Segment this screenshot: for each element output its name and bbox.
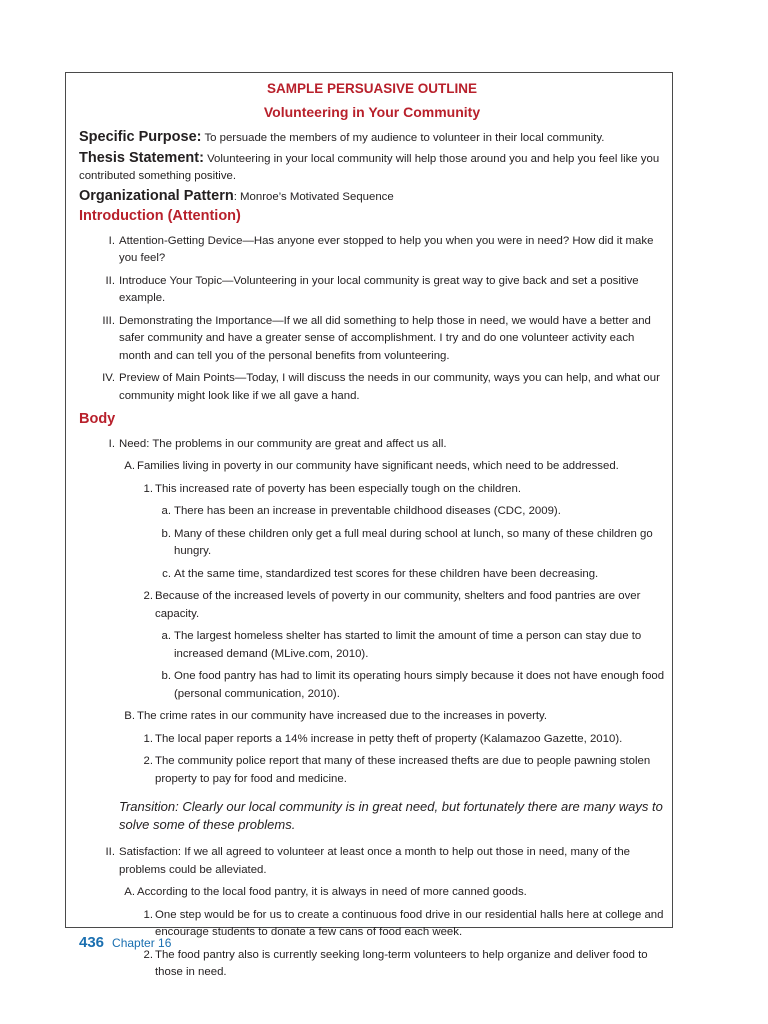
need-a2-item <box>79 588 665 623</box>
need-a1-subitem <box>79 526 665 561</box>
item-text: Demonstrating the Importance—If we all did something to help those in need, we would have a better and safer community and have a greater sense of accomplishment. I try and do one volunteer activity each month and can tell you of the personal benefits from volunteering. <box>119 314 651 362</box>
item-text: According to the local food pantry, it is always in need of more canned goods. <box>137 886 527 898</box>
item-text: The largest homeless shelter has started to limit the amount of time a person can stay due to increased demand (MLive.com, 2010). <box>174 630 642 660</box>
item-marker: b. <box>161 527 171 540</box>
item-text: The local paper reports a 14% increase in petty theft of property (Kalamazoo Gazette, 2010). <box>155 732 623 745</box>
item-marker: I. <box>108 437 115 450</box>
item-marker: a. <box>161 505 171 517</box>
item-marker: 1. <box>143 732 153 745</box>
need-b-subitem <box>79 753 665 788</box>
satisfaction-a-item <box>79 884 665 902</box>
item-marker: II. <box>105 274 115 287</box>
item-marker: IV. <box>102 372 115 384</box>
item-text: One food pantry has had to limit its operating hours simply because it does not have enough food (personal communication, 2010). <box>174 670 665 700</box>
item-marker: 2. <box>143 948 153 961</box>
item-text: Introduce Your Topic—Volunteering in your local community is great way to give back and set a positive example. <box>119 274 639 304</box>
specific-purpose-text: To persuade the members of my audience to volunteer in their local community. <box>201 132 605 144</box>
item-marker: B. <box>124 710 135 722</box>
item-marker: A. <box>124 460 135 472</box>
item-marker: 2. <box>143 590 153 602</box>
satisfaction-item <box>79 844 665 879</box>
item-text: The food pantry also is currently seeking long-term volunteers to help organize and deliver food to those in need. <box>155 948 648 978</box>
need-a2-subitem <box>79 668 665 703</box>
item-marker: c. <box>162 567 171 580</box>
item-marker: 1. <box>143 908 153 921</box>
specific-purpose-label: Specific Purpose: <box>79 129 202 145</box>
organizational-pattern <box>79 188 665 207</box>
need-a1-subitem <box>79 503 665 521</box>
document-title: SAMPLE PERSUASIVE OUTLINE <box>266 81 478 96</box>
document-subtitle: Volunteering in Your Community <box>263 103 481 120</box>
item-marker: a. <box>161 630 171 642</box>
item-text: Families living in poverty in our community have significant needs, which need to be addressed. <box>137 460 619 472</box>
pattern-label: Organizational Pattern <box>79 187 234 204</box>
need-b-item <box>79 708 665 726</box>
item-text: Preview of Main Points—Today, I will discuss the needs in our community, ways you can help, and what our community might look like if we all gave a hand. <box>119 372 660 402</box>
need-item <box>79 436 665 454</box>
page-number: 436 <box>79 934 105 951</box>
chapter-label: Chapter 16 <box>112 936 172 950</box>
intro-item <box>79 370 665 405</box>
item-marker: III. <box>102 314 115 327</box>
intro-item <box>79 273 665 308</box>
item-text: At the same time, standardized test scores for these children have been decreasing. <box>174 567 599 580</box>
item-text: The community police report that many of these increased thefts are due to people pawning stolen property to pay for food and medicine. <box>155 755 651 785</box>
item-text: The crime rates in our community have increased due to the increases in poverty. <box>137 710 548 722</box>
thesis-statement <box>79 150 665 186</box>
need-b-subitem <box>79 731 665 749</box>
intro-item <box>79 313 665 366</box>
pattern-text: : Monroe’s Motivated Sequence <box>233 190 394 203</box>
item-text: Because of the increased levels of poverty in our community, shelters and food pantries are over capacity. <box>155 590 641 620</box>
item-marker: A. <box>124 886 135 898</box>
page-footer <box>79 934 171 951</box>
item-text: This increased rate of poverty has been especially tough on the children. <box>155 482 521 495</box>
item-marker: II. <box>105 846 115 858</box>
item-text: There has been an increase in preventable childhood diseases (CDC, 2009). <box>174 505 561 517</box>
thesis-text: Volunteering in your local community will help those around you and help you feel like you contributed something positive. <box>79 152 660 182</box>
item-text: Attention-Getting Device—Has anyone ever stopped to help you when you were in need? How did it make you feel? <box>119 234 654 264</box>
specific-purpose <box>79 129 665 148</box>
transition-text: Transition: Clearly our local community is in great need, but fortunately there are many ways to solve some of these problems. <box>119 799 663 832</box>
body-heading: Body <box>79 411 116 427</box>
item-marker: I. <box>108 234 115 247</box>
intro-heading: Introduction (Attention) <box>79 208 241 224</box>
satisfaction-a-subitem <box>79 947 665 982</box>
thesis-label: Thesis Statement: <box>79 149 204 166</box>
item-text: Need: The problems in our community are great and affect us all. <box>119 437 447 450</box>
need-a1-item <box>79 481 665 499</box>
need-a-item <box>79 458 665 476</box>
item-marker: 1. <box>143 482 153 495</box>
item-text: One step would be for us to create a continuous food drive in our residential halls here at college and encourage students to donate a few cans of food each week. <box>155 908 664 938</box>
intro-item <box>79 233 665 268</box>
item-marker: b. <box>161 670 171 682</box>
need-a2-subitem <box>79 628 665 663</box>
item-marker: 2. <box>143 755 153 767</box>
item-text: Satisfaction: If we all agreed to volunteer at least once a month to help out those in need, many of the problems could be alleviated. <box>119 846 630 876</box>
item-text: Many of these children only get a full meal during school at lunch, so many of these children go hungry. <box>174 527 653 557</box>
outline-content <box>79 80 665 987</box>
need-a1-subitem <box>79 566 665 584</box>
